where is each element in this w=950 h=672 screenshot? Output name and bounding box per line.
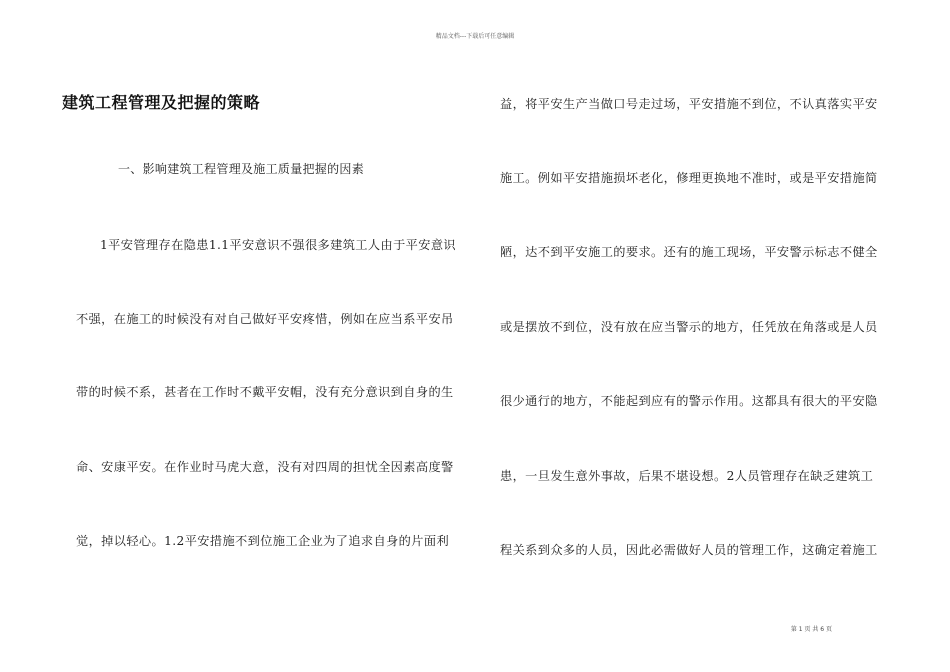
- text-line: 不强，在施工的时候没有对自己做好平安疼惜，例如在应当系平安吊: [76, 312, 454, 326]
- text-line: 带的时候不系，甚者在工作时不戴平安帽，没有充分意识到自身的生: [76, 385, 454, 399]
- text-line: 程关系到众多的人员，因此必需做好人员的管理工作，这确定着施工: [500, 543, 878, 557]
- text-line: 很少通行的地方，不能起到应有的警示作用。这都具有很大的平安隐: [500, 394, 878, 408]
- text-line: 觉，掉以轻心。1.2平安措施不到位施工企业为了追求自身的片面利: [76, 534, 450, 548]
- text-line: 或是摆放不到位，没有放在应当警示的地方，任凭放在角落或是人员: [500, 320, 878, 334]
- document-title: 建筑工程管理及把握的策略: [62, 93, 261, 112]
- page-header: 精品文档---下载后可任意编辑: [435, 33, 515, 40]
- text-line: 施工。例如平安措施损坏老化，修理更换地不准时，或是平安措施简: [500, 171, 878, 185]
- section-heading: 一、影响建筑工程管理及施工质量把握的因素: [118, 162, 365, 176]
- text-line: 1平安管理存在隐患1.1平安意识不强很多建筑工人由于平安意识: [100, 238, 457, 252]
- page-number: 第 1 页 共 6 页: [790, 626, 832, 633]
- text-line: 陋，达不到平安施工的要求。还有的施工现场，平安警示标志不健全: [500, 245, 878, 259]
- text-line: 患，一旦发生意外事故，后果不堪设想。2人员管理存在缺乏建筑工: [500, 469, 874, 483]
- text-line: 命、安康平安。在作业时马虎大意，没有对四周的担忧全因素高度警: [76, 460, 454, 474]
- text-line: 益，将平安生产当做口号走过场，平安措施不到位，不认真落实平安: [500, 97, 878, 111]
